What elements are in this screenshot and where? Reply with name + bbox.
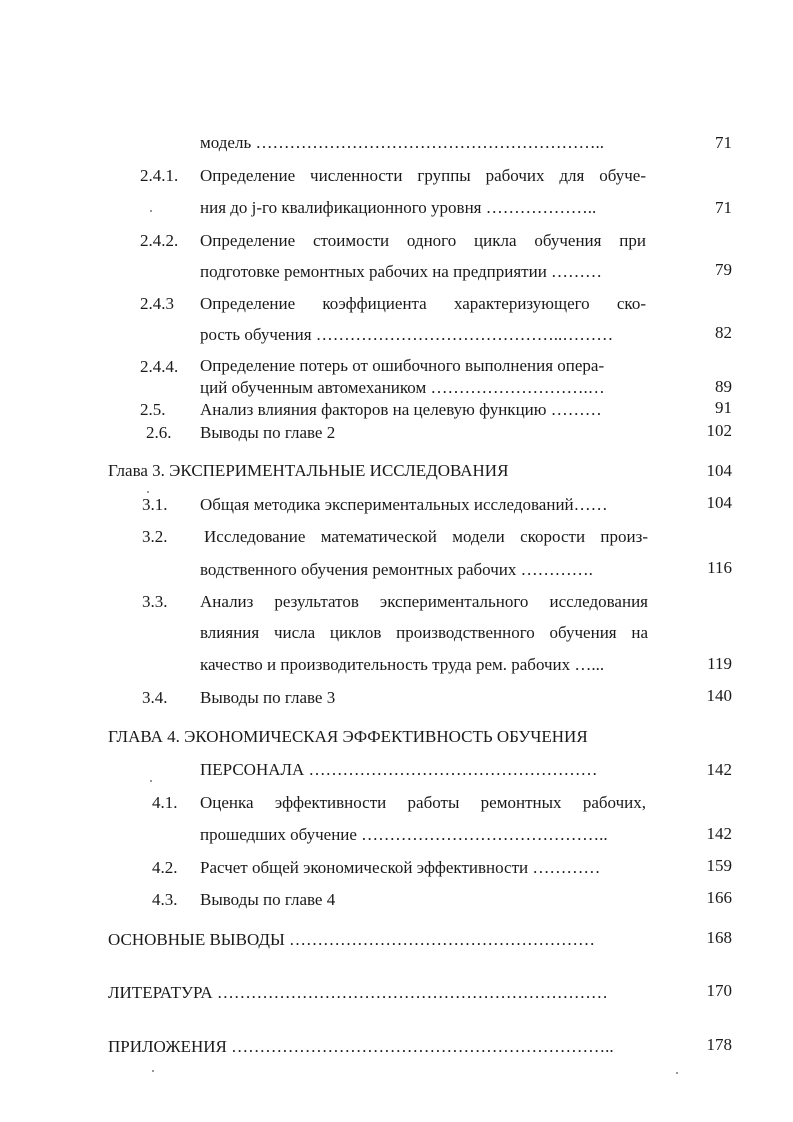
toc-entry-text: Определение коэффициента характеризующего ско- bbox=[200, 294, 646, 313]
toc-page-number: 166 bbox=[706, 888, 732, 907]
toc-page-number: 104 bbox=[706, 461, 732, 480]
scan-speck bbox=[152, 1070, 154, 1072]
toc-entry-text: Выводы по главе 3 bbox=[200, 688, 336, 707]
toc-page-number: 159 bbox=[706, 856, 732, 875]
toc-section-number: 2.4.2. bbox=[140, 231, 179, 250]
toc-section-number: 2.6. bbox=[146, 423, 172, 442]
toc-page-number: 142 bbox=[706, 824, 732, 843]
scan-speck bbox=[150, 780, 152, 782]
toc-entry-text: качество и производительность труда рем. рабочих …... bbox=[200, 655, 605, 674]
toc-chapter-heading: ЛИТЕРАТУРА …………………………………………………………… bbox=[108, 983, 608, 1002]
toc-entry-text: Оценка эффективности работы ремонтных рабочих, bbox=[200, 793, 646, 812]
toc-section-number: 2.4.3 bbox=[140, 294, 174, 313]
toc-chapter-heading: ОСНОВНЫЕ ВЫВОДЫ ……………………………………………… bbox=[108, 930, 596, 949]
toc-section-number: 4.3. bbox=[152, 890, 178, 909]
toc-entry-text: ций обученным автомехаником ……………………….… bbox=[200, 378, 605, 397]
toc-entry-text: Определение численности группы рабочих для обуче- bbox=[200, 166, 646, 185]
toc-chapter-heading: Глава 3. ЭКСПЕРИМЕНТАЛЬНЫЕ ИССЛЕДОВАНИЯ bbox=[108, 461, 509, 480]
toc-entry-text: Расчет общей экономической эффективности ………… bbox=[200, 858, 601, 877]
toc-page-number: 178 bbox=[706, 1035, 732, 1054]
scan-speck bbox=[676, 1072, 678, 1074]
toc-chapter-heading: ГЛАВА 4. ЭКОНОМИЧЕСКАЯ ЭФФЕКТИВНОСТЬ ОБУЧЕНИЯ bbox=[108, 727, 588, 746]
toc-page-number: 102 bbox=[706, 421, 732, 440]
toc-page-number: 140 bbox=[706, 686, 732, 705]
toc-page-number: 168 bbox=[706, 928, 732, 947]
toc-page-number: 116 bbox=[707, 558, 732, 577]
toc-page-number: 142 bbox=[706, 760, 732, 779]
toc-page-number: 119 bbox=[707, 654, 732, 673]
toc-section-number: 3.1. bbox=[142, 495, 168, 514]
scan-speck bbox=[147, 491, 149, 493]
toc-section-number: 4.1. bbox=[152, 793, 178, 812]
toc-section-number: 2.5. bbox=[140, 400, 166, 419]
toc-entry-text: модель …………………………………………………….. bbox=[200, 133, 604, 152]
toc-entry-text: Анализ влияния факторов на целевую функцию ……… bbox=[200, 400, 602, 419]
toc-entry-text: Общая методика экспериментальных исследований…… bbox=[200, 495, 608, 514]
toc-entry-text: водственного обучения ремонтных рабочих …………. bbox=[200, 560, 593, 579]
toc-chapter-heading: ПЕРСОНАЛА …………………………………………… bbox=[200, 760, 598, 779]
toc-section-number: 3.3. bbox=[142, 592, 168, 611]
toc-entry-text: рость обучения ……………………………………..……… bbox=[200, 325, 614, 344]
toc-page-number: 89 bbox=[715, 377, 732, 396]
toc-page-number: 82 bbox=[715, 323, 732, 342]
toc-page-number: 91 bbox=[715, 398, 732, 417]
toc-entry-text: Выводы по главе 2 bbox=[200, 423, 336, 442]
toc-entry-text: подготовке ремонтных рабочих на предприятии ……… bbox=[200, 262, 603, 281]
toc-entry-text: влияния числа циклов производственного обучения на bbox=[200, 623, 648, 642]
scan-speck bbox=[150, 210, 152, 212]
toc-entry-text: Определение потерь от ошибочного выполнения опера- bbox=[200, 356, 605, 375]
toc-page-number: 79 bbox=[715, 260, 732, 279]
toc-page-number: 71 bbox=[715, 133, 732, 152]
toc-section-number: 2.4.1. bbox=[140, 166, 179, 185]
toc-entry-text: ния до j-го квалификационного уровня ……………….. bbox=[200, 198, 597, 217]
toc-page-number: 104 bbox=[706, 493, 732, 512]
toc-entry-text: прошедших обучение …………………………………….. bbox=[200, 825, 608, 844]
toc-section-number: 4.2. bbox=[152, 858, 178, 877]
toc-section-number: 2.4.4. bbox=[140, 357, 179, 376]
toc-entry-text: Исследование математической модели скорости произ- bbox=[204, 527, 648, 546]
toc-page-number: 170 bbox=[706, 981, 732, 1000]
toc-section-number: 3.2. bbox=[142, 527, 168, 546]
toc-entry-text: Анализ результатов экспериментального исследования bbox=[200, 592, 648, 611]
toc-entry-text: Определение стоимости одного цикла обучения при bbox=[200, 231, 646, 250]
toc-entry-text: Выводы по главе 4 bbox=[200, 890, 336, 909]
toc-section-number: 3.4. bbox=[142, 688, 168, 707]
toc-page-number: 71 bbox=[715, 198, 732, 217]
toc-chapter-heading: ПРИЛОЖЕНИЯ ………………………………………………………….. bbox=[108, 1037, 614, 1056]
